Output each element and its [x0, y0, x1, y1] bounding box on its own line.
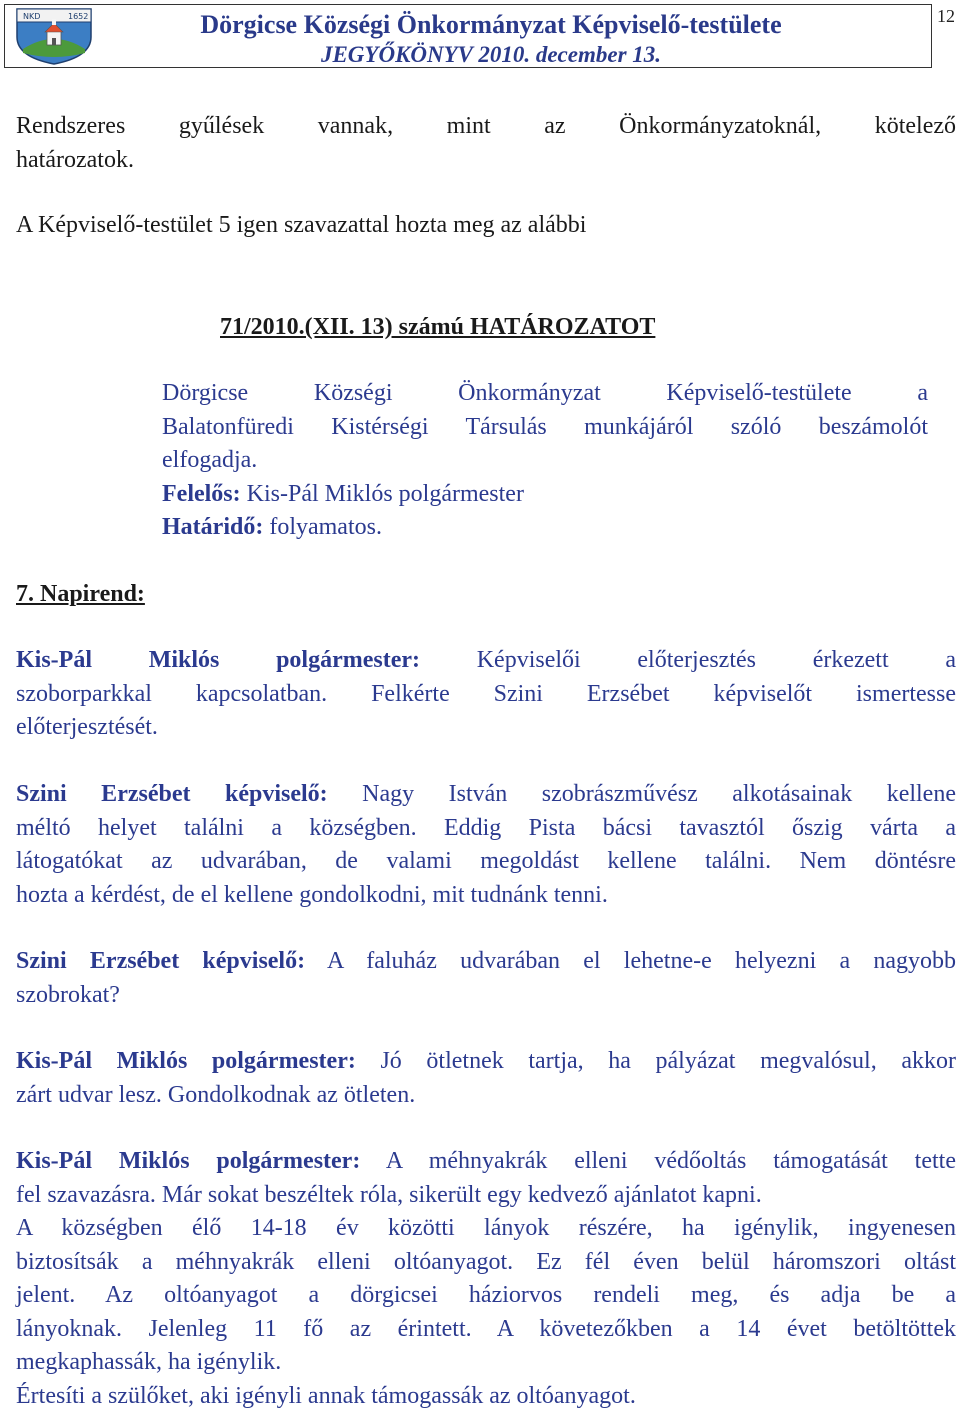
- logo-text-right: 1652: [68, 12, 89, 21]
- mayor-statement-3-line-5: jelent. Az oltóanyagot a dörgicsei háziorvos rendeli meg, és adja be a: [16, 1282, 956, 1308]
- mayor-statement-3: [16, 1145, 956, 1413]
- page-number: 12: [937, 6, 955, 26]
- resolution-line-1: Dörgicse Községi Önkormányzat Képviselő-testülete a: [162, 380, 928, 406]
- intro-paragraph: [16, 110, 956, 177]
- resolution-line-2: Balatonfüredi Kistérségi Társulás munkájáról szóló beszámolót: [162, 413, 928, 440]
- mayor-statement-1: [16, 644, 956, 745]
- speaker-representative: Szini Erzsébet képviselő:: [16, 781, 328, 807]
- representative-statement-1-line-4: hozta a kérdést, de el kellene gondolkodni, mit tudnánk tenni.: [16, 881, 608, 908]
- representative-statement-2-line-1: Szini Erzsébet képviselő: A faluház udvarában el lehetne-e helyezni a nagyobb: [16, 948, 957, 974]
- mayor-statement-3-line-7: megkaphassák, ha igénylik.: [16, 1349, 282, 1375]
- intro-line-1: Rendszeres gyűlések vannak, mint az Önkormányzatoknál, kötelező: [16, 113, 956, 139]
- deadline-value: folyamatos.: [263, 514, 382, 540]
- resolution-body: [162, 377, 928, 545]
- mayor-statement-2: [16, 1045, 956, 1112]
- mayor-statement-3-line-3: A községben élő 14-18 év közötti lányok részére, ha igénylik, ingyenesen: [16, 1215, 956, 1241]
- page-header: [4, 4, 932, 68]
- resolution-title: 71/2010.(XII. 13) számú HATÁROZATOT: [220, 314, 656, 340]
- speaker-mayor: Kis-Pál Miklós polgármester:: [16, 1148, 361, 1174]
- mayor-statement-3-line-1: Kis-Pál Miklós polgármester: A méhnyakrák elleni védőoltás támogatását tette: [16, 1148, 956, 1174]
- mayor-statement-1-line-3: előterjesztését.: [16, 714, 158, 740]
- intro-line-2: határozatok.: [16, 146, 134, 173]
- deadline-label: Határidő:: [162, 514, 264, 540]
- mayor-statement-2-line-1: Kis-Pál Miklós polgármester: Jó ötletnek tartja, ha pályázat megvalósul, akkor: [16, 1048, 956, 1074]
- speaker-mayor: Kis-Pál Miklós polgármester:: [16, 1048, 356, 1074]
- representative-statement-2-line-2: szobrokat?: [16, 981, 120, 1008]
- logo-text-left: NKD: [23, 12, 41, 21]
- header-subtitle: JEGYŐKÖNYV 2010. december 13.: [320, 42, 662, 67]
- mayor-statement-3-line-6: lányoknak. Jelenleg 11 fő az érintett. A követezőkben a 14 évet betöltöttek: [16, 1315, 956, 1342]
- speaker-mayor: Kis-Pál Miklós polgármester:: [16, 647, 421, 673]
- mayor-statement-1-line-2: szoborparkkal kapcsolatban. Felkérte Szini Erzsébet képviselőt ismertesse: [16, 680, 956, 707]
- agenda-item-heading: 7. Napirend:: [16, 581, 145, 607]
- representative-statement-1-line-2: méltó helyet találni a községben. Eddig Pista bácsi tavasztól őszig várta a: [16, 814, 956, 841]
- resolution-line-3: elfogadja.: [162, 447, 258, 473]
- mayor-statement-3-line-2: fel szavazásra. Már sokat beszéltek róla, sikerült egy kedvező ajánlatot kapni.: [16, 1181, 762, 1208]
- representative-statement-1: [16, 778, 956, 912]
- mayor-statement-2-line-2: zárt udvar lesz. Gondolkodnak az ötleten.: [16, 1081, 416, 1108]
- representative-statement-2: [16, 945, 956, 1012]
- responsible-label: Felelős:: [162, 480, 241, 507]
- header-title: Dörgicse Községi Önkormányzat Képviselő-testülete: [200, 10, 782, 39]
- resolution-deadline: [162, 511, 928, 545]
- representative-statement-1-line-3: látogatókat az udvarában, de valami megoldást kellene találni. Nem döntésre: [16, 848, 956, 874]
- representative-statement-1-line-1: Szini Erzsébet képviselő: Nagy István szobrászművész alkotásainak kellene: [16, 781, 956, 807]
- vote-text: A Képviselő-testület 5 igen szavazattal hozta meg az alábbi: [16, 212, 587, 238]
- mayor-statement-1-line-1: Kis-Pál Miklós polgármester: Képviselői előterjesztés érkezett a: [16, 647, 956, 673]
- speaker-representative: Szini Erzsébet képviselő:: [16, 948, 306, 974]
- coat-of-arms-logo: [13, 7, 95, 65]
- mayor-statement-3-line-8: Értesíti a szülőket, aki igényli annak támogassák az oltóanyagot.: [16, 1382, 636, 1409]
- mayor-statement-3-line-4: biztosítsák a méhnyakrák elleni oltóanyagot. Ez fél éven belül háromszori oltást: [16, 1248, 956, 1275]
- resolution-responsible: [162, 478, 928, 512]
- responsible-value: Kis-Pál Miklós polgármester: [240, 480, 524, 507]
